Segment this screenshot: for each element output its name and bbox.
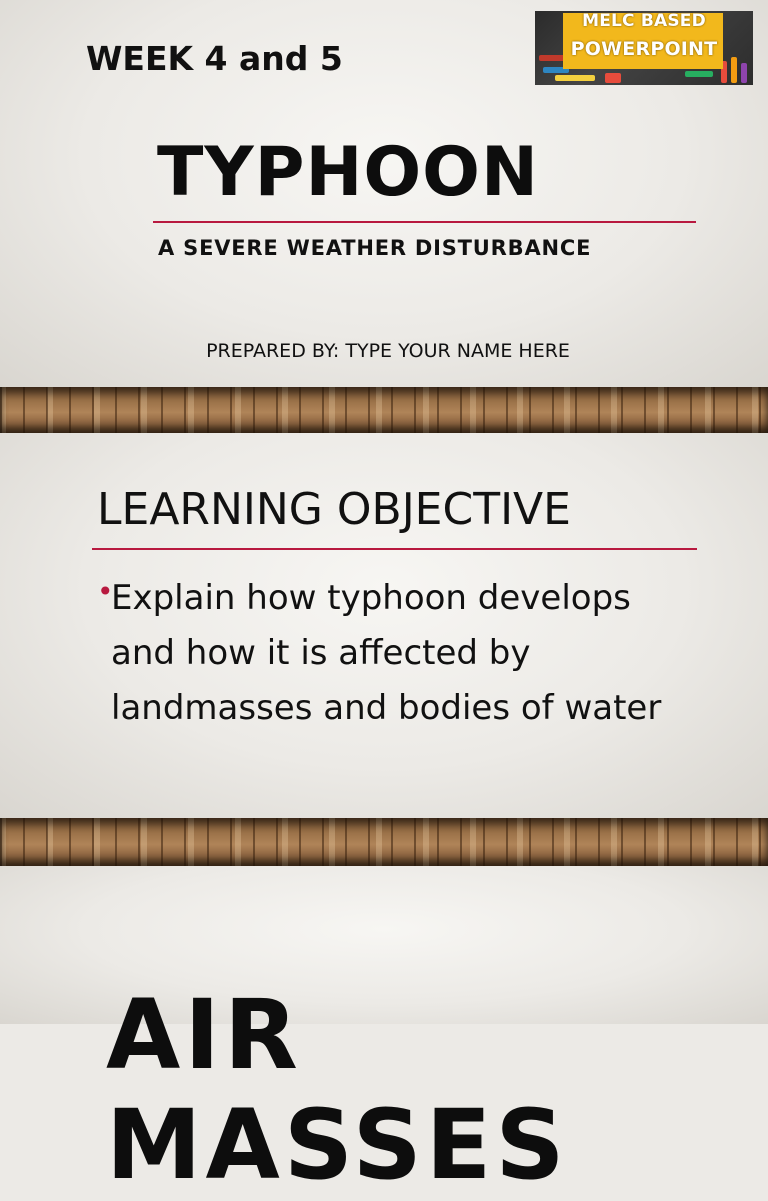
badge-line-2: POWERPOINT xyxy=(570,38,718,60)
badge-line-1: MELC BASED xyxy=(582,11,706,31)
wood-floor-divider-2 xyxy=(0,818,768,866)
slide-title: TYPHOON xyxy=(157,133,539,212)
melc-badge-image xyxy=(535,11,753,85)
slide-1 xyxy=(0,0,768,387)
slide-subtitle: A SEVERE WEATHER DISTURBANCE xyxy=(158,236,592,260)
bullet-icon: • xyxy=(97,575,114,608)
week-label: WEEK 4 and 5 xyxy=(86,39,343,78)
title-divider xyxy=(153,221,696,223)
air-masses-heading: AIR MASSES xyxy=(106,979,569,1201)
objective-divider xyxy=(92,548,697,550)
prepared-by-text: PREPARED BY: TYPE YOUR NAME HERE xyxy=(206,340,570,362)
objective-text: Explain how typhoon develops and how it is affected by landmasses and bodies of water xyxy=(111,578,662,728)
objective-heading: LEARNING OBJECTIVE xyxy=(97,484,571,535)
wood-floor-divider xyxy=(0,387,768,433)
